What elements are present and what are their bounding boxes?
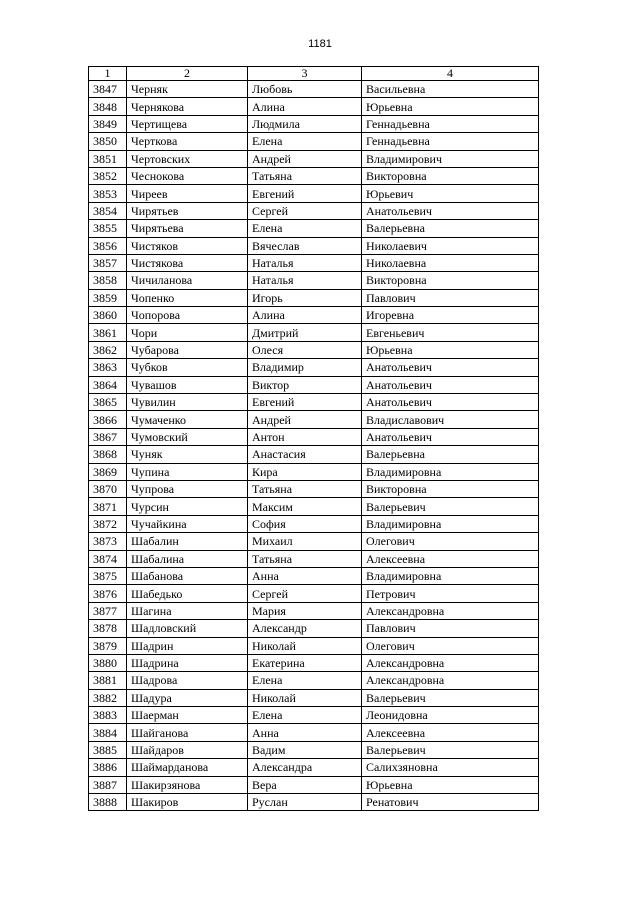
cell-number: 3860 bbox=[89, 307, 127, 324]
cell-name: Сергей bbox=[248, 202, 362, 219]
cell-patronymic: Николаевич bbox=[362, 237, 539, 254]
cell-surname: Чурсин bbox=[127, 498, 248, 515]
cell-name: Елена bbox=[248, 672, 362, 689]
cell-name: Дмитрий bbox=[248, 324, 362, 341]
cell-surname: Чирятьев bbox=[127, 202, 248, 219]
cell-surname: Черткова bbox=[127, 133, 248, 150]
cell-name: Виктор bbox=[248, 376, 362, 393]
cell-number: 3866 bbox=[89, 411, 127, 428]
cell-surname: Чубарова bbox=[127, 341, 248, 358]
cell-number: 3859 bbox=[89, 289, 127, 306]
cell-patronymic: Геннадьевна bbox=[362, 115, 539, 132]
table-row bbox=[89, 446, 539, 463]
cell-name: Николай bbox=[248, 689, 362, 706]
table-row bbox=[89, 428, 539, 445]
cell-name: Татьяна bbox=[248, 167, 362, 184]
cell-patronymic: Владимировна bbox=[362, 515, 539, 532]
cell-number: 3848 bbox=[89, 98, 127, 115]
cell-name: Александр bbox=[248, 620, 362, 637]
cell-name: Елена bbox=[248, 707, 362, 724]
cell-patronymic: Ренатович bbox=[362, 794, 539, 811]
cell-patronymic: Валерьевич bbox=[362, 498, 539, 515]
table-row bbox=[89, 98, 539, 115]
cell-number: 3871 bbox=[89, 498, 127, 515]
table-row bbox=[89, 776, 539, 793]
cell-number: 3884 bbox=[89, 724, 127, 741]
cell-number: 3854 bbox=[89, 202, 127, 219]
cell-surname: Шадрина bbox=[127, 654, 248, 671]
cell-number: 3881 bbox=[89, 672, 127, 689]
table-row bbox=[89, 394, 539, 411]
cell-patronymic: Петрович bbox=[362, 585, 539, 602]
table-row bbox=[89, 324, 539, 341]
cell-number: 3877 bbox=[89, 602, 127, 619]
column-header-patronymic: 4 bbox=[362, 67, 539, 81]
cell-name: София bbox=[248, 515, 362, 532]
cell-surname: Чубков bbox=[127, 359, 248, 376]
table-row bbox=[89, 672, 539, 689]
column-header-surname: 2 bbox=[127, 67, 248, 81]
cell-number: 3864 bbox=[89, 376, 127, 393]
cell-patronymic: Викторовна bbox=[362, 272, 539, 289]
cell-name: Кира bbox=[248, 463, 362, 480]
cell-name: Андрей bbox=[248, 150, 362, 167]
cell-surname: Шабалин bbox=[127, 533, 248, 550]
cell-patronymic: Юрьевна bbox=[362, 98, 539, 115]
cell-name: Татьяна bbox=[248, 480, 362, 497]
cell-patronymic: Игоревна bbox=[362, 307, 539, 324]
cell-number: 3886 bbox=[89, 759, 127, 776]
cell-name: Вячеслав bbox=[248, 237, 362, 254]
table-row bbox=[89, 237, 539, 254]
cell-surname: Шакирзянова bbox=[127, 776, 248, 793]
cell-number: 3858 bbox=[89, 272, 127, 289]
table-row bbox=[89, 637, 539, 654]
cell-number: 3874 bbox=[89, 550, 127, 567]
table-row bbox=[89, 254, 539, 271]
cell-patronymic: Юрьевна bbox=[362, 776, 539, 793]
cell-number: 3879 bbox=[89, 637, 127, 654]
cell-name: Игорь bbox=[248, 289, 362, 306]
table-row bbox=[89, 220, 539, 237]
cell-name: Наталья bbox=[248, 272, 362, 289]
cell-number: 3868 bbox=[89, 446, 127, 463]
cell-surname: Чопорова bbox=[127, 307, 248, 324]
table-row bbox=[89, 307, 539, 324]
table-row bbox=[89, 463, 539, 480]
cell-surname: Чупина bbox=[127, 463, 248, 480]
table-row bbox=[89, 515, 539, 532]
cell-number: 3856 bbox=[89, 237, 127, 254]
cell-patronymic: Павлович bbox=[362, 289, 539, 306]
cell-patronymic: Валерьевич bbox=[362, 741, 539, 758]
table-row bbox=[89, 620, 539, 637]
cell-name: Татьяна bbox=[248, 550, 362, 567]
cell-surname: Шакиров bbox=[127, 794, 248, 811]
table-row bbox=[89, 167, 539, 184]
table-row bbox=[89, 411, 539, 428]
cell-patronymic: Анатольевич bbox=[362, 359, 539, 376]
cell-patronymic: Юрьевна bbox=[362, 341, 539, 358]
cell-patronymic: Владимировна bbox=[362, 463, 539, 480]
cell-surname: Чори bbox=[127, 324, 248, 341]
cell-name: Людмила bbox=[248, 115, 362, 132]
cell-surname: Чеснокова bbox=[127, 167, 248, 184]
cell-number: 3880 bbox=[89, 654, 127, 671]
cell-patronymic: Александровна bbox=[362, 654, 539, 671]
cell-surname: Шабедько bbox=[127, 585, 248, 602]
cell-name: Анастасия bbox=[248, 446, 362, 463]
cell-name: Сергей bbox=[248, 585, 362, 602]
cell-name: Евгений bbox=[248, 185, 362, 202]
cell-name: Алина bbox=[248, 98, 362, 115]
cell-patronymic: Николаевна bbox=[362, 254, 539, 271]
cell-surname: Шадрин bbox=[127, 637, 248, 654]
cell-patronymic: Юрьевич bbox=[362, 185, 539, 202]
cell-patronymic: Анатольевич bbox=[362, 202, 539, 219]
cell-name: Анна bbox=[248, 724, 362, 741]
table-row bbox=[89, 585, 539, 602]
cell-surname: Чирятьева bbox=[127, 220, 248, 237]
cell-name: Олеся bbox=[248, 341, 362, 358]
table-row bbox=[89, 202, 539, 219]
cell-name: Алина bbox=[248, 307, 362, 324]
cell-number: 3869 bbox=[89, 463, 127, 480]
cell-number: 3872 bbox=[89, 515, 127, 532]
cell-patronymic: Валерьевна bbox=[362, 446, 539, 463]
cell-patronymic: Евгеньевич bbox=[362, 324, 539, 341]
cell-name: Любовь bbox=[248, 81, 362, 98]
table-row bbox=[89, 724, 539, 741]
cell-surname: Чувашов bbox=[127, 376, 248, 393]
cell-patronymic: Анатольевич bbox=[362, 428, 539, 445]
cell-number: 3849 bbox=[89, 115, 127, 132]
column-header-number: 1 bbox=[89, 67, 127, 81]
cell-surname: Шаерман bbox=[127, 707, 248, 724]
table-row bbox=[89, 480, 539, 497]
cell-name: Елена bbox=[248, 133, 362, 150]
cell-surname: Чучайкина bbox=[127, 515, 248, 532]
cell-surname: Чумаченко bbox=[127, 411, 248, 428]
cell-number: 3857 bbox=[89, 254, 127, 271]
cell-number: 3873 bbox=[89, 533, 127, 550]
table-row bbox=[89, 150, 539, 167]
table-row bbox=[89, 185, 539, 202]
table-header-row bbox=[89, 67, 539, 81]
table-row bbox=[89, 133, 539, 150]
cell-name: Владимир bbox=[248, 359, 362, 376]
cell-name: Вера bbox=[248, 776, 362, 793]
cell-name: Анна bbox=[248, 567, 362, 584]
cell-patronymic: Валерьевна bbox=[362, 220, 539, 237]
table-row bbox=[89, 550, 539, 567]
cell-name: Максим bbox=[248, 498, 362, 515]
cell-patronymic: Владимировна bbox=[362, 567, 539, 584]
cell-patronymic: Владиславович bbox=[362, 411, 539, 428]
cell-surname: Чернякова bbox=[127, 98, 248, 115]
table-row bbox=[89, 707, 539, 724]
table-row bbox=[89, 272, 539, 289]
cell-number: 3883 bbox=[89, 707, 127, 724]
cell-patronymic: Олегович bbox=[362, 637, 539, 654]
cell-name: Наталья bbox=[248, 254, 362, 271]
cell-number: 3875 bbox=[89, 567, 127, 584]
cell-patronymic: Олегович bbox=[362, 533, 539, 550]
cell-patronymic: Алексеевна bbox=[362, 724, 539, 741]
cell-number: 3855 bbox=[89, 220, 127, 237]
cell-surname: Чистякова bbox=[127, 254, 248, 271]
page-number: 1181 bbox=[308, 38, 332, 50]
cell-patronymic: Геннадьевна bbox=[362, 133, 539, 150]
cell-name: Руслан bbox=[248, 794, 362, 811]
table-row bbox=[89, 567, 539, 584]
cell-number: 3885 bbox=[89, 741, 127, 758]
cell-patronymic: Владимирович bbox=[362, 150, 539, 167]
table-row bbox=[89, 741, 539, 758]
cell-name: Евгений bbox=[248, 394, 362, 411]
cell-number: 3847 bbox=[89, 81, 127, 98]
table-row bbox=[89, 115, 539, 132]
table-row bbox=[89, 81, 539, 98]
cell-number: 3867 bbox=[89, 428, 127, 445]
cell-surname: Чумовский bbox=[127, 428, 248, 445]
table-row bbox=[89, 498, 539, 515]
cell-surname: Чертищева bbox=[127, 115, 248, 132]
cell-patronymic: Анатольевич bbox=[362, 376, 539, 393]
cell-patronymic: Анатольевич bbox=[362, 394, 539, 411]
cell-surname: Шадрова bbox=[127, 672, 248, 689]
cell-patronymic: Викторовна bbox=[362, 167, 539, 184]
cell-surname: Шабалина bbox=[127, 550, 248, 567]
cell-name: Елена bbox=[248, 220, 362, 237]
table-row bbox=[89, 376, 539, 393]
cell-surname: Чистяков bbox=[127, 237, 248, 254]
cell-surname: Шадура bbox=[127, 689, 248, 706]
cell-patronymic: Васильевна bbox=[362, 81, 539, 98]
table-row bbox=[89, 602, 539, 619]
cell-name: Андрей bbox=[248, 411, 362, 428]
cell-name: Антон bbox=[248, 428, 362, 445]
table-row bbox=[89, 533, 539, 550]
cell-number: 3852 bbox=[89, 167, 127, 184]
cell-number: 3865 bbox=[89, 394, 127, 411]
cell-number: 3850 bbox=[89, 133, 127, 150]
cell-number: 3878 bbox=[89, 620, 127, 637]
cell-surname: Шайганова bbox=[127, 724, 248, 741]
cell-surname: Чиреев bbox=[127, 185, 248, 202]
registry-table bbox=[88, 66, 539, 811]
table-row bbox=[89, 289, 539, 306]
cell-patronymic: Александровна bbox=[362, 672, 539, 689]
cell-name: Екатерина bbox=[248, 654, 362, 671]
table-row bbox=[89, 359, 539, 376]
cell-number: 3862 bbox=[89, 341, 127, 358]
cell-surname: Черняк bbox=[127, 81, 248, 98]
cell-surname: Чичиланова bbox=[127, 272, 248, 289]
cell-patronymic: Павлович bbox=[362, 620, 539, 637]
cell-surname: Чопенко bbox=[127, 289, 248, 306]
cell-surname: Шагина bbox=[127, 602, 248, 619]
cell-number: 3853 bbox=[89, 185, 127, 202]
cell-name: Вадим bbox=[248, 741, 362, 758]
cell-surname: Чуняк bbox=[127, 446, 248, 463]
column-header-name: 3 bbox=[248, 67, 362, 81]
table-row bbox=[89, 794, 539, 811]
cell-surname: Шабанова bbox=[127, 567, 248, 584]
cell-surname: Шаймарданова bbox=[127, 759, 248, 776]
cell-surname: Чертовских bbox=[127, 150, 248, 167]
cell-patronymic: Валерьевич bbox=[362, 689, 539, 706]
cell-name: Александра bbox=[248, 759, 362, 776]
cell-surname: Шадловский bbox=[127, 620, 248, 637]
cell-number: 3870 bbox=[89, 480, 127, 497]
cell-name: Мария bbox=[248, 602, 362, 619]
cell-surname: Чупрова bbox=[127, 480, 248, 497]
table-row bbox=[89, 341, 539, 358]
table-row bbox=[89, 759, 539, 776]
cell-number: 3863 bbox=[89, 359, 127, 376]
cell-name: Михаил bbox=[248, 533, 362, 550]
cell-number: 3887 bbox=[89, 776, 127, 793]
cell-number: 3888 bbox=[89, 794, 127, 811]
cell-number: 3882 bbox=[89, 689, 127, 706]
cell-surname: Чувилин bbox=[127, 394, 248, 411]
cell-number: 3851 bbox=[89, 150, 127, 167]
table-row bbox=[89, 689, 539, 706]
table-row bbox=[89, 654, 539, 671]
cell-patronymic: Леонидовна bbox=[362, 707, 539, 724]
cell-surname: Шайдаров bbox=[127, 741, 248, 758]
cell-patronymic: Алексеевна bbox=[362, 550, 539, 567]
cell-patronymic: Салихзяновна bbox=[362, 759, 539, 776]
cell-number: 3876 bbox=[89, 585, 127, 602]
cell-name: Николай bbox=[248, 637, 362, 654]
cell-patronymic: Викторовна bbox=[362, 480, 539, 497]
cell-patronymic: Александровна bbox=[362, 602, 539, 619]
cell-number: 3861 bbox=[89, 324, 127, 341]
